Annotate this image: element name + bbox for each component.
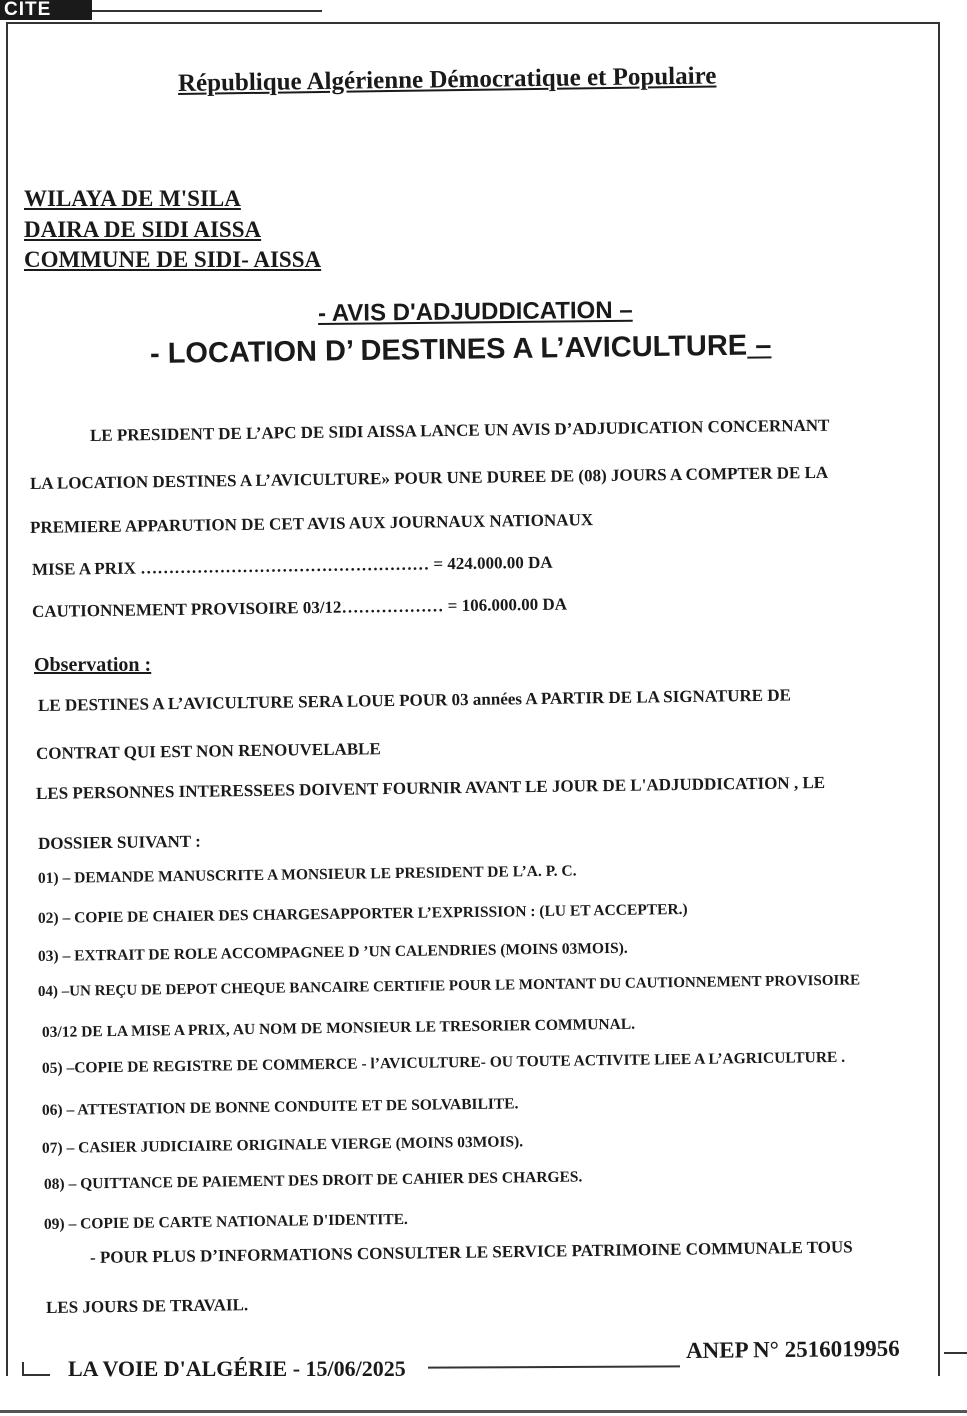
location-title-dash: – xyxy=(746,329,772,362)
observation-line-2: CONTRAT QUI EST NON RENOUVELABLE xyxy=(35,739,381,763)
closing-line-1: - POUR PLUS D’INFORMATIONS CONSULTER LE SERVICE PATRIMOINE COMMUNALE TOUS xyxy=(89,1237,853,1267)
anep-number: ANEP N° 2516019956 xyxy=(685,1335,900,1363)
wilaya-line: WILAYA DE M'SILA xyxy=(24,186,241,211)
dossier-item-02: 02) – COPIE DE CHAIER DES CHARGESAPPORTER L’EXPRISSION : (LU ET ACCEPTER.) xyxy=(37,900,688,927)
observation-line-3: LES PERSONNES INTERESSEES DOIVENT FOURNIR AVANT LE JOUR DE L'ADJUDDICATION , LE xyxy=(35,772,826,803)
dossier-item-01: 01) – DEMANDE MANUSCRITE A MONSIEUR LE PRESIDENT DE L’A. P. C. xyxy=(37,862,577,887)
dossier-item-04: 04) –UN REÇU DE DEPOT CHEQUE BANCAIRE CERTIFIE POUR LE MONTANT DU CAUTIONNEMENT PROVISOIRE xyxy=(37,972,861,1000)
dossier-item-04-cont: 03/12 DE LA MISE A PRIX, AU NOM DE MONSIEUR LE TRESORIER COMMUNAL. xyxy=(41,1015,636,1041)
observation-line-1: LE DESTINES A L’AVICULTURE SERA LOUE POUR 03 années A PARTIR DE LA SIGNATURE DE xyxy=(37,685,792,715)
intro-line-1: LE PRESIDENT DE L’APC DE SIDI AISSA LANCE UN AVIS D’ADJUDICATION CONCERNANT xyxy=(89,415,830,445)
intro-line-3: PREMIERE APPARUTION DE CET AVIS AUX JOURNAUX NATIONAUX xyxy=(29,510,594,537)
dossier-item-05: 05) –COPIE DE REGISTRE DE COMMERCE - l’AVICULTURE- OU TOUTE ACTIVITE LIEE A L’AGRICULTURE . xyxy=(41,1048,846,1077)
top-rule xyxy=(92,10,322,12)
avis-title: - AVIS D'ADJUDDICATION – xyxy=(317,296,633,327)
footer-rule-left xyxy=(22,1374,50,1376)
closing-line-2: LES JOURS DE TRAVAIL. xyxy=(45,1295,249,1317)
footer-source: LA VOIE D'ALGÉRIE - 15/06/2025 xyxy=(68,1356,406,1381)
bottom-rule xyxy=(0,1410,967,1413)
footer-rule-right xyxy=(944,1352,967,1354)
observation-line-4: DOSSIER SUIVANT : xyxy=(37,831,201,853)
intro-line-2: LA LOCATION DESTINES A L’AVICULTURE» POUR UNE DUREE DE (08) JOURS A COMPTER DE LA xyxy=(29,462,829,493)
commune-line: COMMUNE DE SIDI- AISSA xyxy=(24,247,322,272)
cautionnement: CAUTIONNEMENT PROVISOIRE 03/12……………… = 106.000.00 DA xyxy=(31,594,568,621)
location-title-text: - LOCATION D’ DESTINES A L’AVICULTURE xyxy=(149,329,748,370)
daira-line: DAIRA DE SIDI AISSA xyxy=(24,217,262,242)
dossier-item-08: 08) – QUITTANCE DE PAIEMENT DES DROIT DE CAHIER DES CHARGES. xyxy=(43,1168,583,1193)
observation-heading: Observation : xyxy=(34,654,152,676)
dossier-item-03: 03) – EXTRAIT DE ROLE ACCOMPAGNEE D ’UN CALENDRIES (MOINS 03MOIS). xyxy=(37,939,628,965)
dossier-item-09: 09) – COPIE DE CARTE NATIONALE D'IDENTITE. xyxy=(43,1210,408,1233)
section-tab: CITE xyxy=(0,0,92,20)
mise-a-prix: MISE A PRIX …………………………………………… = 424.000.00 DA xyxy=(31,552,553,579)
republic-title: République Algérienne Démocratique et Populaire xyxy=(177,62,717,97)
dossier-item-06: 06) – ATTESTATION DE BONNE CONDUITE ET DE SOLVABILITE. xyxy=(41,1095,519,1119)
dossier-item-07: 07) – CASIER JUDICIAIRE ORIGINALE VIERGE (MOINS 03MOIS). xyxy=(41,1133,524,1157)
